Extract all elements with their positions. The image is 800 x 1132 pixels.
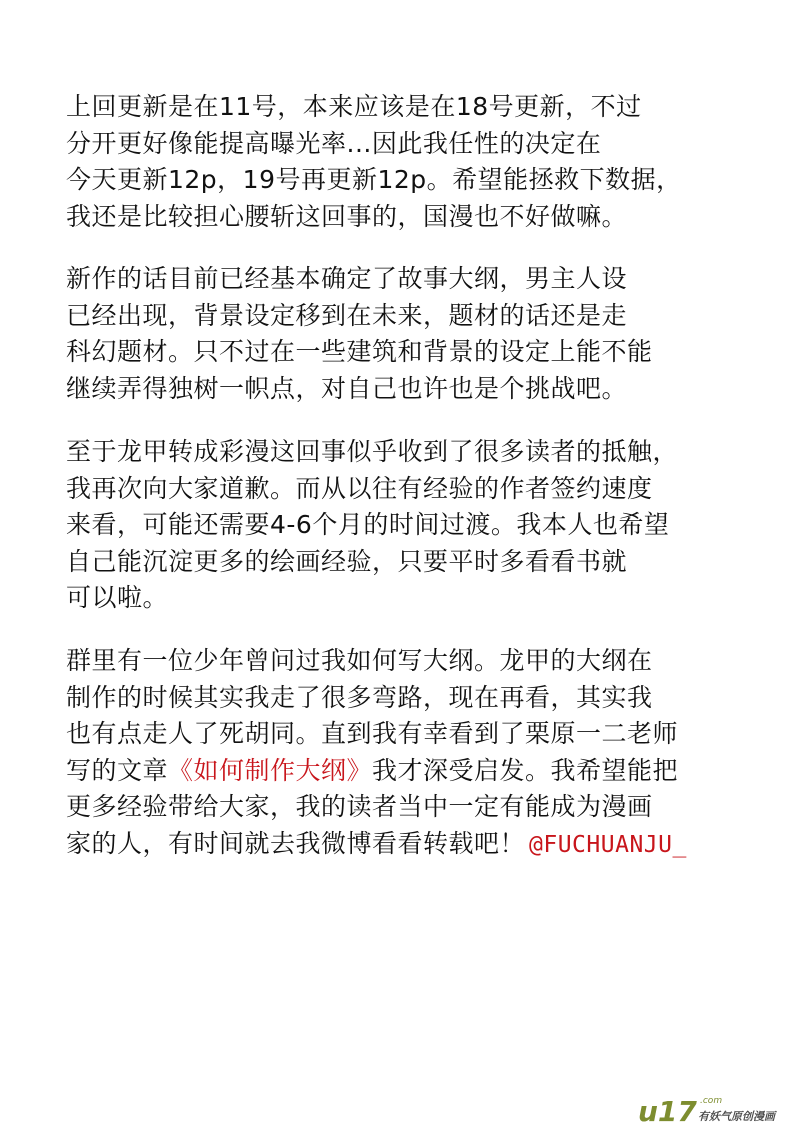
text-line: 上回更新是在11号，本来应该是在18号更新，不过 <box>66 92 642 121</box>
text-line: 更多经验带给大家，我的读者当中一定有能成为漫画 <box>66 792 653 821</box>
text-line: 新作的话目前已经基本确定了故事大纲，男主人设 <box>66 264 628 293</box>
text-line: 也有点走人了死胡同。直到我有幸看到了栗原一二老师 <box>66 719 679 748</box>
text-line-with-title <box>66 753 766 790</box>
text-segment: 写的文章 <box>66 755 169 785</box>
text-line: 制作的时候其实我走了很多弯路，现在再看，其实我 <box>66 682 653 712</box>
text-line-with-handle <box>66 826 766 863</box>
u17-slogan: 有妖气原创漫画 <box>698 1110 775 1123</box>
text-segment: 家的人，有时间就去我微博看看转载吧！ <box>66 828 526 858</box>
u17-watermark-logo <box>638 1095 788 1128</box>
text-line: 科幻题材。只不过在一些建筑和背景的设定上能不能 <box>66 337 653 366</box>
u17-logo-domain: .com <box>700 1096 723 1106</box>
text-line: 分开更好像能提高曝光率...因此我任性的决定在 <box>66 128 602 158</box>
paragraph-new-work <box>66 261 766 407</box>
text-line: 可以啦。 <box>66 583 169 612</box>
text-line: 我还是比较担心腰斩这回事的，国漫也不好做嘛。 <box>66 201 628 231</box>
text-line: 已经出现，背景设定移到在未来，题材的话还是走 <box>66 300 628 330</box>
text-line: 至于龙甲转成彩漫这回事似乎收到了很多读者的抵触， <box>66 437 679 466</box>
paragraph-color-comic <box>66 434 766 617</box>
article-title-highlight: 《如何制作大纲》 <box>168 755 373 785</box>
text-line: 继续弄得独树一帜点，对自己也许也是个挑战吧。 <box>66 373 628 403</box>
text-line: 今天更新12p，19号再更新12p。希望能拯救下数据， <box>66 165 682 194</box>
weibo-handle: @FUCHUANJU_ <box>529 831 687 858</box>
text-line: 我再次向大家道歉。而从以往有经验的作者签约速度 <box>66 473 653 503</box>
text-line: 自己能沉淀更多的绘画经验，只要平时多看看书就 <box>66 546 628 576</box>
paragraph-update-schedule <box>66 89 766 235</box>
u17-logo-text: u17 <box>638 1095 697 1128</box>
paragraph-outline-advice <box>66 643 766 862</box>
text-line: 群里有一位少年曾问过我如何写大纲。龙甲的大纲在 <box>66 646 653 675</box>
text-segment: 我才深受启发。我希望能把 <box>372 755 679 785</box>
text-line: 来看，可能还需要4-6个月的时间过渡。我本人也希望 <box>66 510 670 539</box>
